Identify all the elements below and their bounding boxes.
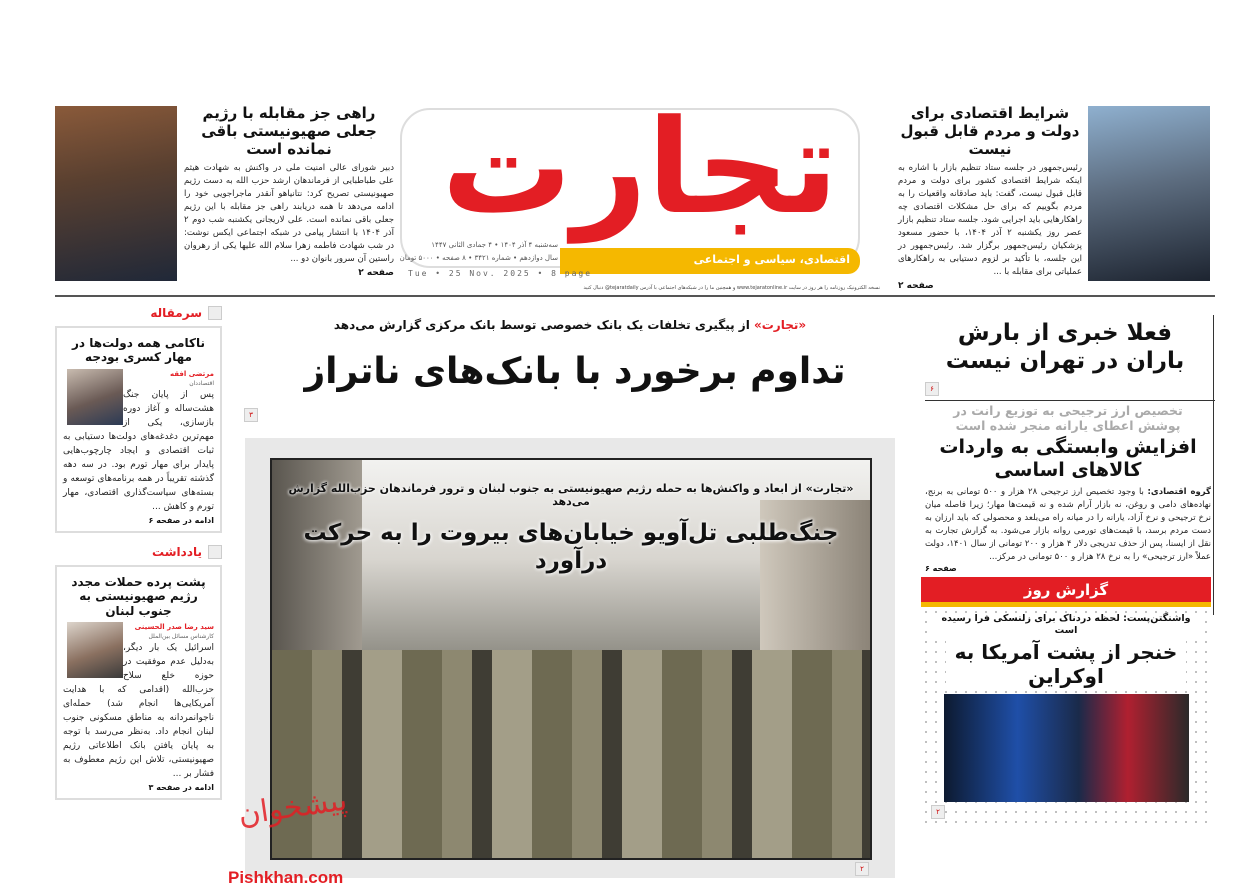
right-column-flow bbox=[925, 403, 1211, 823]
date-line: سه‌شنبه ۴ آذر ۱۴۰۴ • ۴ جمادی الثانی ۱۴۴۷ bbox=[431, 241, 558, 249]
editorial-title[interactable]: ناکامی همه دولت‌ها در مهار کسری بودجه bbox=[72, 336, 205, 365]
report-banner-label: گزارش روز bbox=[1023, 580, 1109, 599]
kicker-brand: «تجارت» bbox=[754, 318, 807, 332]
story-title[interactable]: راهی جز مقابله با رژیم جعلی صهیونیستی باقی نمانده است bbox=[201, 104, 377, 158]
author-role: کارشناس مسائل بین‌الملل bbox=[148, 632, 214, 640]
section-marker bbox=[208, 306, 222, 320]
note-box bbox=[55, 543, 222, 800]
imports-text: با وجود تخصیص ارز ترجیحی ۲۸ هزار و ۵۰۰ تومانی به برنج، نهاده‌های دامی و روغن، نه بازار آرام شده و نه قیمت‌ها مهار؛ زیرا فاصله میان نرخ ترجیحی و نرخ آزاد، یارانه را در میانه راه می‌بلعد و محصولی که باید ارزان به دست مردم برسد، با قیمت‌های تورمی روانه بازار می‌شود. به گزارش تجارت به نقل از ایسنا، پس از حذف تدریجی دلار ۴ هزار و ۲۰۰ تومانی از سال ۱۴۰۱، دولت عملاً «ارز ترجیحی» را به نرخ ۲۸ هزار و ۵۰۰ تومانی در مرکز... bbox=[925, 486, 1211, 562]
rain-page-ref[interactable]: ۶ bbox=[925, 382, 939, 396]
photo-headline[interactable]: جنگ‌طلبی تل‌آویو خیابان‌های بیروت را به حرکت درآورد bbox=[303, 520, 839, 574]
page-ref[interactable]: صفحه ۲ bbox=[898, 281, 934, 291]
rain-title[interactable]: فعلا خبری از بارش باران در تهران نیست bbox=[945, 320, 1185, 374]
photo-page-ref[interactable]: ۲ bbox=[855, 862, 869, 876]
imports-kicker: تخصیص ارز ترجیحی به توزیع رانت در پوشش اعطای یارانه منجر شده است bbox=[953, 403, 1183, 433]
section-label: یادداشت bbox=[152, 544, 202, 559]
box-frame bbox=[55, 326, 222, 533]
zelensky-photo bbox=[944, 694, 1189, 802]
note-title[interactable]: پشت پرده حملات مجدد رژیم صهیونیستی به جنوب لبنان bbox=[71, 574, 206, 618]
pishkhan-watermark bbox=[228, 782, 358, 890]
english-date: Tue • 25 Nov. 2025 • 8 page bbox=[408, 269, 593, 278]
column-divider bbox=[1213, 315, 1214, 615]
soldiers-group bbox=[272, 650, 872, 860]
section-label: سرمقاله bbox=[150, 306, 202, 320]
top-left-story bbox=[184, 104, 394, 278]
author-name: مرتضی افقه bbox=[170, 369, 214, 378]
watermark-latin: Pishkhan.com bbox=[228, 868, 344, 887]
beirut-photo bbox=[270, 458, 872, 860]
masthead-logo bbox=[399, 91, 860, 280]
author-role: اقتصاددان bbox=[189, 379, 214, 387]
photo-kicker: «تجارت» از ابعاد و واکنش‌ها به حمله رژیم صهیونیستی به جنوب لبنان و ترور فرماندهان حزب‌الله گزارش می‌دهد bbox=[288, 482, 854, 508]
tagline: اقتصادی، سیاسی و اجتماعی bbox=[693, 253, 850, 266]
imports-title[interactable]: افزایش وابستگی به واردات کالاهای اساسی bbox=[939, 436, 1197, 481]
report-page-ref[interactable]: ۲ bbox=[931, 805, 945, 819]
president-photo bbox=[1088, 106, 1210, 281]
top-right-story bbox=[898, 104, 1082, 291]
left-column bbox=[55, 304, 222, 800]
editorial-body: پس از پایان جنگ هشت‌ساله و آغاز دوره بازسازی، یکی از مهم‌ترین دغدغه‌های دولت‌ها دستیابی به ثبات اقتصادی و ایجاد چارچوب‌هایی پایدار برای مهار تورم بود. در سه دهه گذشته تقریباً در همه برنامه‌های توسعه و بسته‌های سیاست‌گذاری اقتصادی، مهار تورم و کاهش ... bbox=[63, 389, 214, 512]
story-body: رئیس‌جمهور در جلسه ستاد تنظیم بازار با اشاره به اینکه شرایط اقتصادی کشور برای دولت و مردم قابل قبول نیست، گفت: باید صادقانه واقعیات را به مردم بگوییم که برای حل مشکلات اقتصادی چه راهکارهایی باید اجرایی شود. جلسه ستاد تنظیم بازار عصر روز یکشنبه ۲ آذر ۱۴۰۴، با حضور مسعود پزشکیان رئیس‌جمهور برگزار شد. رئیس‌جمهور در این جلسه، با تأکید بر لزوم دستیابی به راهکارهای عملیاتی برای مقابله با ... bbox=[898, 163, 1083, 277]
watermark-persian: پیشخوان bbox=[236, 782, 350, 833]
author-photo bbox=[67, 622, 123, 678]
box-frame bbox=[55, 565, 222, 800]
kicker-text: از پیگیری تخلفات یک بانک خصوصی توسط بانک مرکزی گزارش می‌دهد bbox=[333, 318, 754, 332]
report-kicker: واشنگتن‌پست: لحظه دردناک برای زلنسکی فرا رسیده است bbox=[931, 613, 1201, 637]
online-note: نسخه الکترونیک روزنامه را هر روز در سایت www.tejaratonline.ir و همچنین ما را در شبکه‌های اجتماعی با آدرس tejaratdaily@ دنبال کنید bbox=[583, 285, 880, 291]
imports-page-ref[interactable]: صفحه ۶ bbox=[925, 563, 957, 573]
section-marker bbox=[208, 545, 222, 559]
story-body: دبیر شورای عالی امنیت ملی در واکنش به شهادت هیثم علی طباطبایی از فرماندهان ارشد حزب الله به دست رژیم صهیونیستی تصریح کرد: نتانیاهو آنقدر ماجراجویی خود را ادامه می‌دهد تا همه دریابند راهی جز مقابله با این رژیم جعلی باقی نمانده است. علی لاریجانی یکشنبه شب دوم ۲ آذر ۱۴۰۴ با انتشار پیامی در شبکه اجتماعی ایکس نوشت: در شب شهادت فاطمه زهرا سلام الله علیها یکی از رهروان راستین آن سرور بانوان دو ... bbox=[184, 163, 394, 264]
imports-lead: گروه اقتصادی: bbox=[1147, 486, 1211, 497]
imports-body bbox=[925, 486, 1211, 564]
masthead-divider bbox=[55, 295, 1215, 297]
editorial-box bbox=[55, 304, 222, 533]
logo-text: تجارت bbox=[441, 91, 839, 243]
rain-divider bbox=[925, 400, 1215, 401]
note-body: اسرائیل یک بار دیگر، به‌دلیل عدم موفقیت در حوزه خلع سلاح حزب‌الله (اقدامی که با هدایت آمریکایی‌ها انجام شد) حمله‌ای ناجوانمردانه به مناطق مسکونی جنوب لبنان انجام داد. به‌نظر می‌رسد با توجه به پایان یافتن بانک اطلاعاتی رژیم صهیونیستی، تلاش این رژیم معطوف به فشار بر ... bbox=[63, 642, 214, 779]
page-ref-marker[interactable]: ۳ bbox=[244, 408, 258, 422]
report-box bbox=[921, 607, 1211, 823]
author-photo bbox=[67, 369, 123, 425]
main-headline[interactable]: تداوم برخورد با بانک‌های ناتراز bbox=[304, 351, 846, 392]
author-name: سید رضا صدر الحسینی bbox=[134, 622, 214, 631]
page-ref[interactable]: صفحه ۲ bbox=[358, 268, 394, 278]
main-kicker bbox=[250, 318, 890, 332]
report-title[interactable]: خنجر از پشت آمریکا به اوکراین bbox=[946, 640, 1186, 688]
issue-line: سال دوازدهم • شماره ۳۴۲۱ • ۸ صفحه • ۵۰۰۰ تومان bbox=[399, 254, 558, 262]
continue-link[interactable]: ادامه در صفحه ۳ bbox=[148, 782, 214, 792]
report-banner bbox=[921, 577, 1211, 607]
continue-link[interactable]: ادامه در صفحه ۶ bbox=[148, 515, 214, 525]
larijani-photo bbox=[55, 106, 177, 281]
story-title[interactable]: شرایط اقتصادی برای دولت و مردم قابل قبول نیست bbox=[900, 104, 1080, 158]
